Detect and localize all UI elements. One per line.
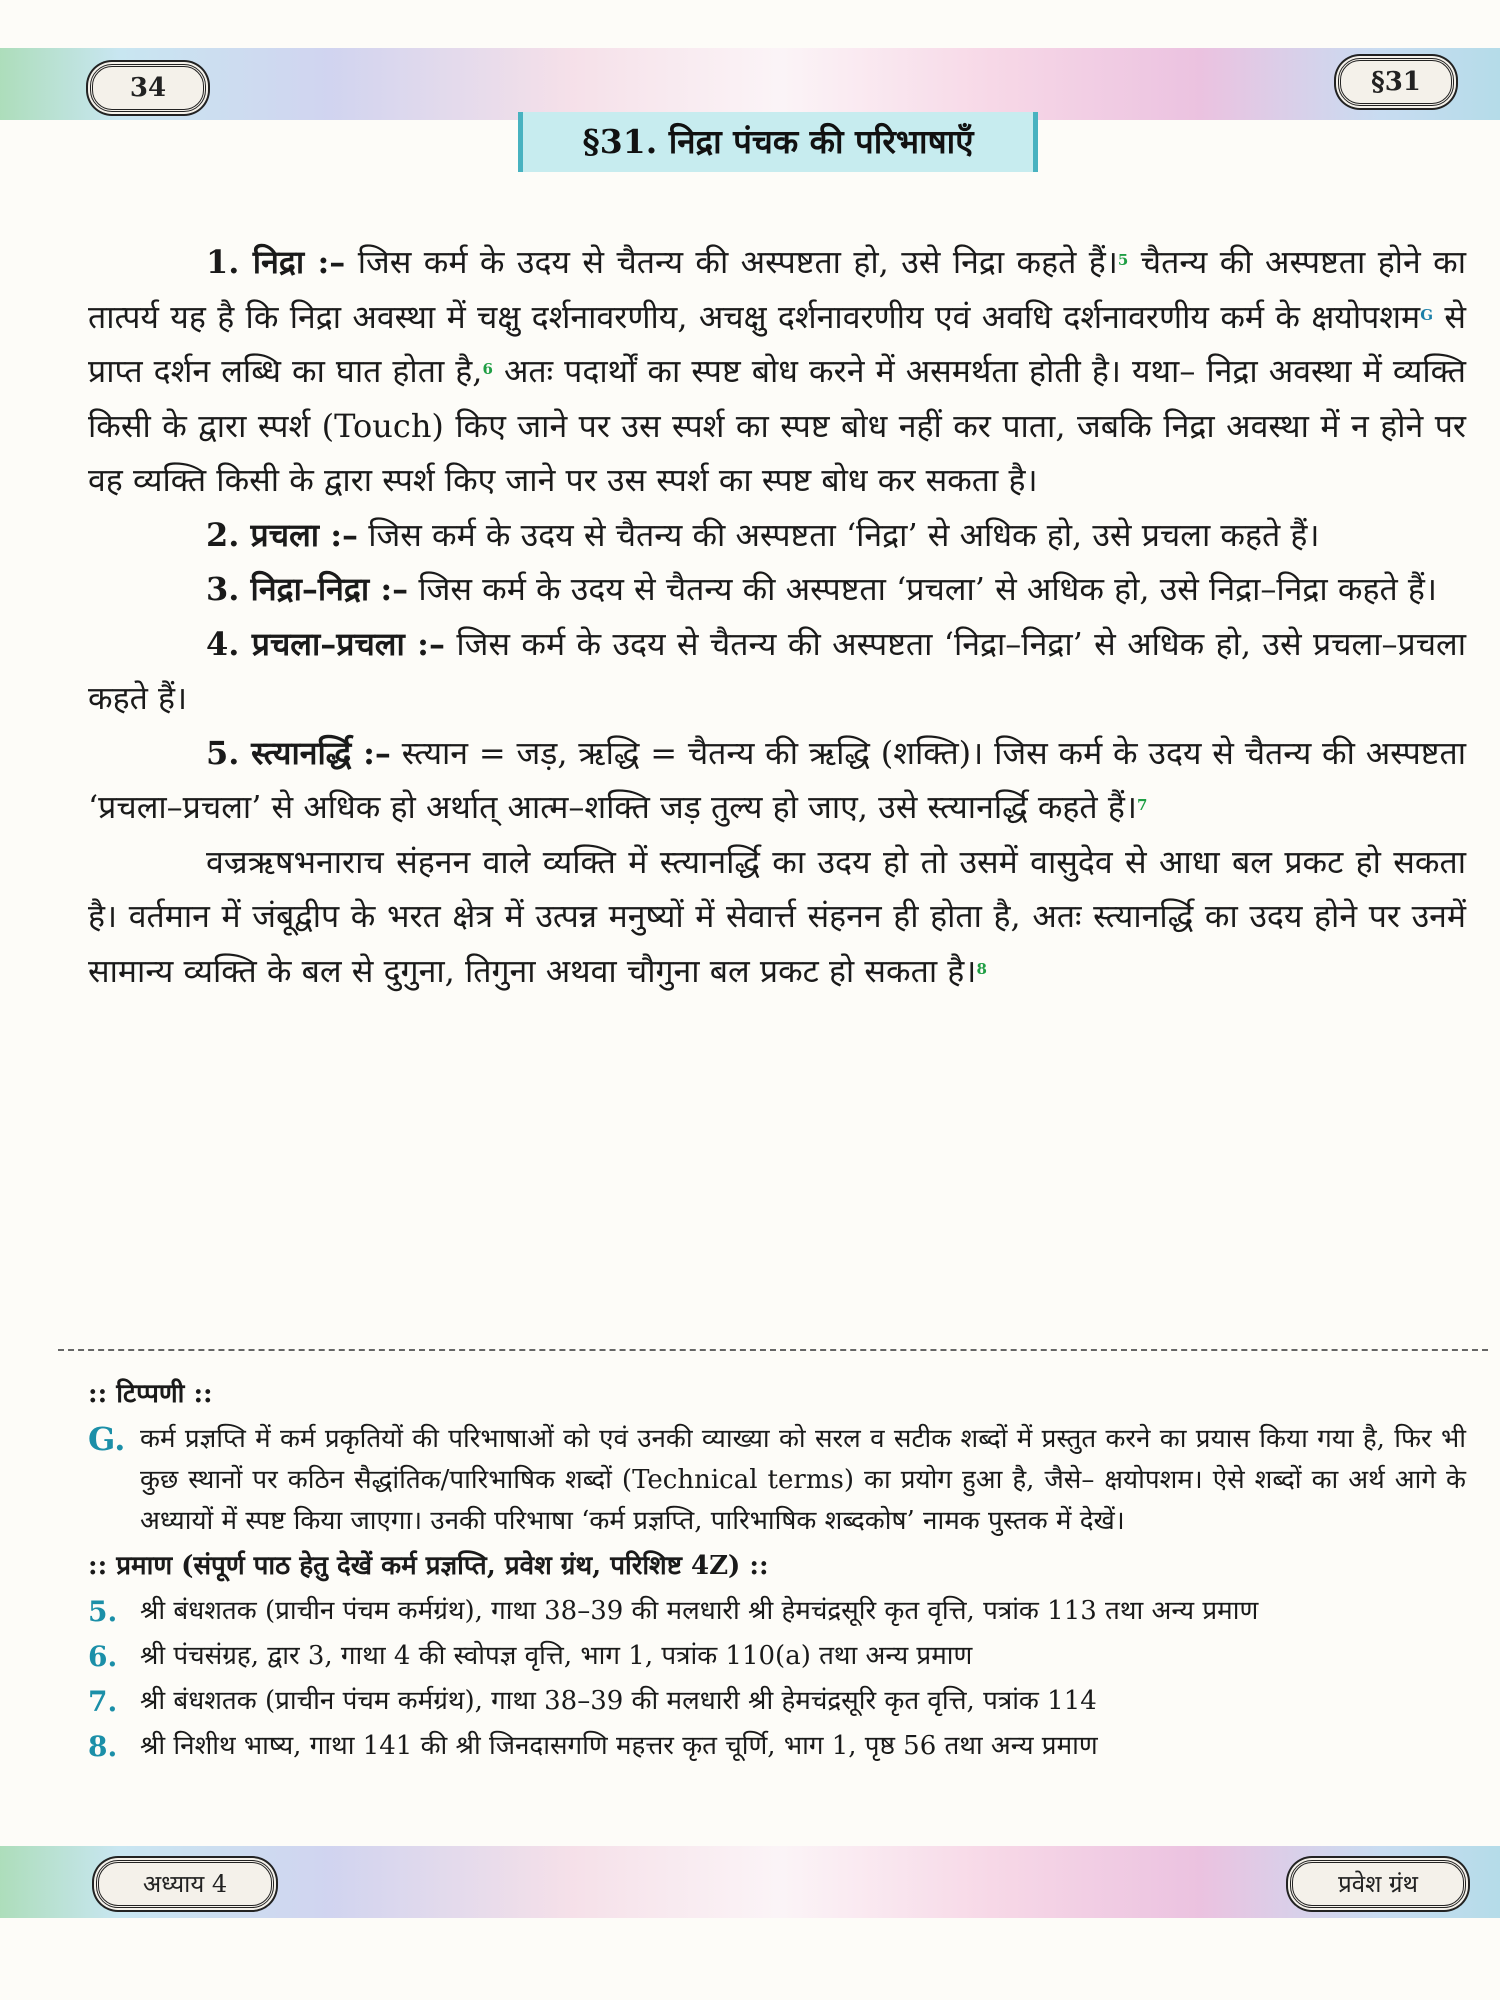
term-nidra: 1. निद्रा :– xyxy=(206,243,346,281)
tippani-heading: :: टिप्पणी :: xyxy=(88,1379,213,1409)
reference-number: 5. xyxy=(88,1595,118,1628)
paragraph-bal: वज्रऋषभनाराच संहनन वाले व्यक्ति में स्त्यानर्द्धि का उदय हो तो उसमें वासुदेव से आधा बल प्रकट हो सकता है। वर्तमान में जंबूद्वीप के भरत क्षेत्र में उत्पन्न मनुष्यों में सेवार्त्त संहनन ही होता है, अतः स्त्यानर्द्धि का उदय होने पर उनमें सामान्य व्यक्ति के बल से दुगुना, तिगुना अथवा चौगुना बल प्रकट हो सकता है।$^8$ xyxy=(88,842,1466,990)
section-tag: §31 xyxy=(1338,58,1454,106)
note-g-label: G. xyxy=(88,1420,126,1458)
book-label: प्रवेश ग्रंथ xyxy=(1290,1860,1466,1908)
reference-text: श्री बंधशतक (प्राचीन पंचम कर्मग्रंथ), गाथा 38–39 की मलधारी श्री हेमचंद्रसूरि कृत वृत्ति, पत्रांक 114 xyxy=(140,1686,1097,1716)
reference-number: 7. xyxy=(88,1685,118,1718)
reference-text: श्री बंधशतक (प्राचीन पंचम कर्मग्रंथ), गाथा 38–39 की मलधारी श्री हेमचंद्रसूरि कृत वृत्ति, पत्रांक 113 तथा अन्य प्रमाण xyxy=(140,1596,1259,1626)
reference-text: श्री पंचसंग्रह, द्वार 3, गाथा 4 की स्वोपज्ञ वृत्ति, भाग 1, पत्रांक 110(a) तथा अन्य प्रमाण xyxy=(140,1641,973,1671)
footnote-ref-5[interactable]: 5 xyxy=(1117,251,1129,269)
header-decorative-band xyxy=(0,48,1500,120)
reference-item xyxy=(88,1589,1466,1634)
reference-item xyxy=(88,1634,1466,1679)
chapter-label: अध्याय 4 xyxy=(96,1860,274,1908)
pramana-heading: :: प्रमाण (संपूर्ण पाठ हेतु देखें कर्म प्रज्ञप्ति, प्रवेश ग्रंथ, परिशिष्ट 4Z) :: xyxy=(88,1551,769,1581)
footnote-ref-6[interactable]: 6 xyxy=(482,360,493,378)
footnote-ref-7[interactable]: 7 xyxy=(1136,796,1148,814)
reference-number: 8. xyxy=(88,1730,118,1763)
definition-prachala-prachala: 4. प्रचला–प्रचला :– जिस कर्म के उदय से चैतन्य की अस्पष्टता ‘निद्रा–निद्रा’ से अधिक हो, उसे प्रचला–प्रचला कहते हैं। xyxy=(88,624,1466,717)
note-ref-g[interactable]: G xyxy=(1420,305,1434,324)
reference-item xyxy=(88,1724,1466,1769)
term-nidra-nidra: 3. निद्रा–निद्रा :– xyxy=(206,570,409,608)
notes-section xyxy=(88,1374,1466,1769)
term-prachala-prachala: 4. प्रचला–प्रचला :– xyxy=(206,624,445,663)
main-text xyxy=(88,235,1466,998)
definition-prachala: 2. प्रचला :– जिस कर्म के उदय से चैतन्य की अस्पष्टता ‘निद्रा’ से अधिक हो, उसे प्रचला कहते हैं। xyxy=(206,515,1320,554)
footnote-ref-8[interactable]: 8 xyxy=(976,959,987,978)
page-title: §31. निद्रा पंचक की परिभाषाएँ xyxy=(518,112,1038,172)
definition-nidra: 1. निद्रा :– जिस कर्म के उदय से चैतन्य की अस्पष्टता हो, उसे निद्रा कहते हैं।$^5$ चैतन्य की अस्पष्टता होने का तात्पर्य यह है कि निद्रा अवस्था में चक्षु दर्शनावरणीय, अचक्षु दर्शनावरणीय एवं अवधि दर्शनावरणीय कर्म के क्षयोपशम$^G$ से प्राप्त दर्शन लब्धि का घात होता है,$^6$ अतः पदार्थों का स्पष्ट बोध करने में असमर्थता होती है। यथा– निद्रा अवस्था में व्यक्ति किसी के द्वारा स्पर्श (Touch) किए जाने पर उस स्पर्श का स्पष्ट बोध नहीं कर पाता, जबकि निद्रा अवस्था में न होने पर वह व्यक्ति किसी के द्वारा स्पर्श किए जाने पर उस स्पर्श का स्पष्ट बोध कर सकता है। xyxy=(88,243,1467,499)
reference-text: श्री निशीथ भाष्य, गाथा 141 की श्री जिनदासगणि महत्तर कृत चूर्णि, भाग 1, पृष्ठ 56 तथा अन्य प्रमाण xyxy=(140,1731,1098,1761)
note-g-text: कर्म प्रज्ञप्ति में कर्म प्रकृतियों की परिभाषाओं को एवं उनकी व्याख्या को सरल व सटीक शब्दों में प्रस्तुत करने का प्रयास किया गया है, फिर भी कुछ स्थानों पर कठिन सैद्धांतिक/पारिभाषिक शब्दों (Technical terms) का प्रयोग हुआ है, जैसे– क्षयोपशम। ऐसे शब्दों का अर्थ आगे के अध्यायों में स्पष्ट किया जाएगा। उनकी परिभाषा ‘कर्म प्रज्ञप्ति, पारिभाषिक शब्दकोष’ नामक पुस्तक में देखें। xyxy=(140,1424,1466,1536)
definition-styanarddhi: 5. स्त्यानर्द्धि :– स्त्यान = जड़, ऋद्धि = चैतन्य की ऋद्धि (शक्ति)। जिस कर्म के उदय से चैतन्य की अस्पष्टता ‘प्रचला–प्रचला’ से अधिक हो अर्थात् आत्म–शक्ति जड़ तुल्य हो जाए, उसे स्त्यानर्द्धि कहते हैं।$^7$ xyxy=(88,733,1466,826)
reference-number: 6. xyxy=(88,1640,118,1673)
definition-nidra-nidra: 3. निद्रा–निद्रा :– जिस कर्म के उदय से चैतन्य की अस्पष्टता ‘प्रचला’ से अधिक हो, उसे निद्रा–निद्रा कहते हैं। xyxy=(206,570,1437,608)
footnote-divider xyxy=(58,1349,1488,1351)
page-number: 34 xyxy=(90,64,206,112)
term-styanarddhi: 5. स्त्यानर्द्धि :– xyxy=(206,733,391,772)
term-prachala: 2. प्रचला :– xyxy=(206,515,359,554)
reference-item xyxy=(88,1679,1466,1724)
note-g xyxy=(88,1419,1466,1542)
